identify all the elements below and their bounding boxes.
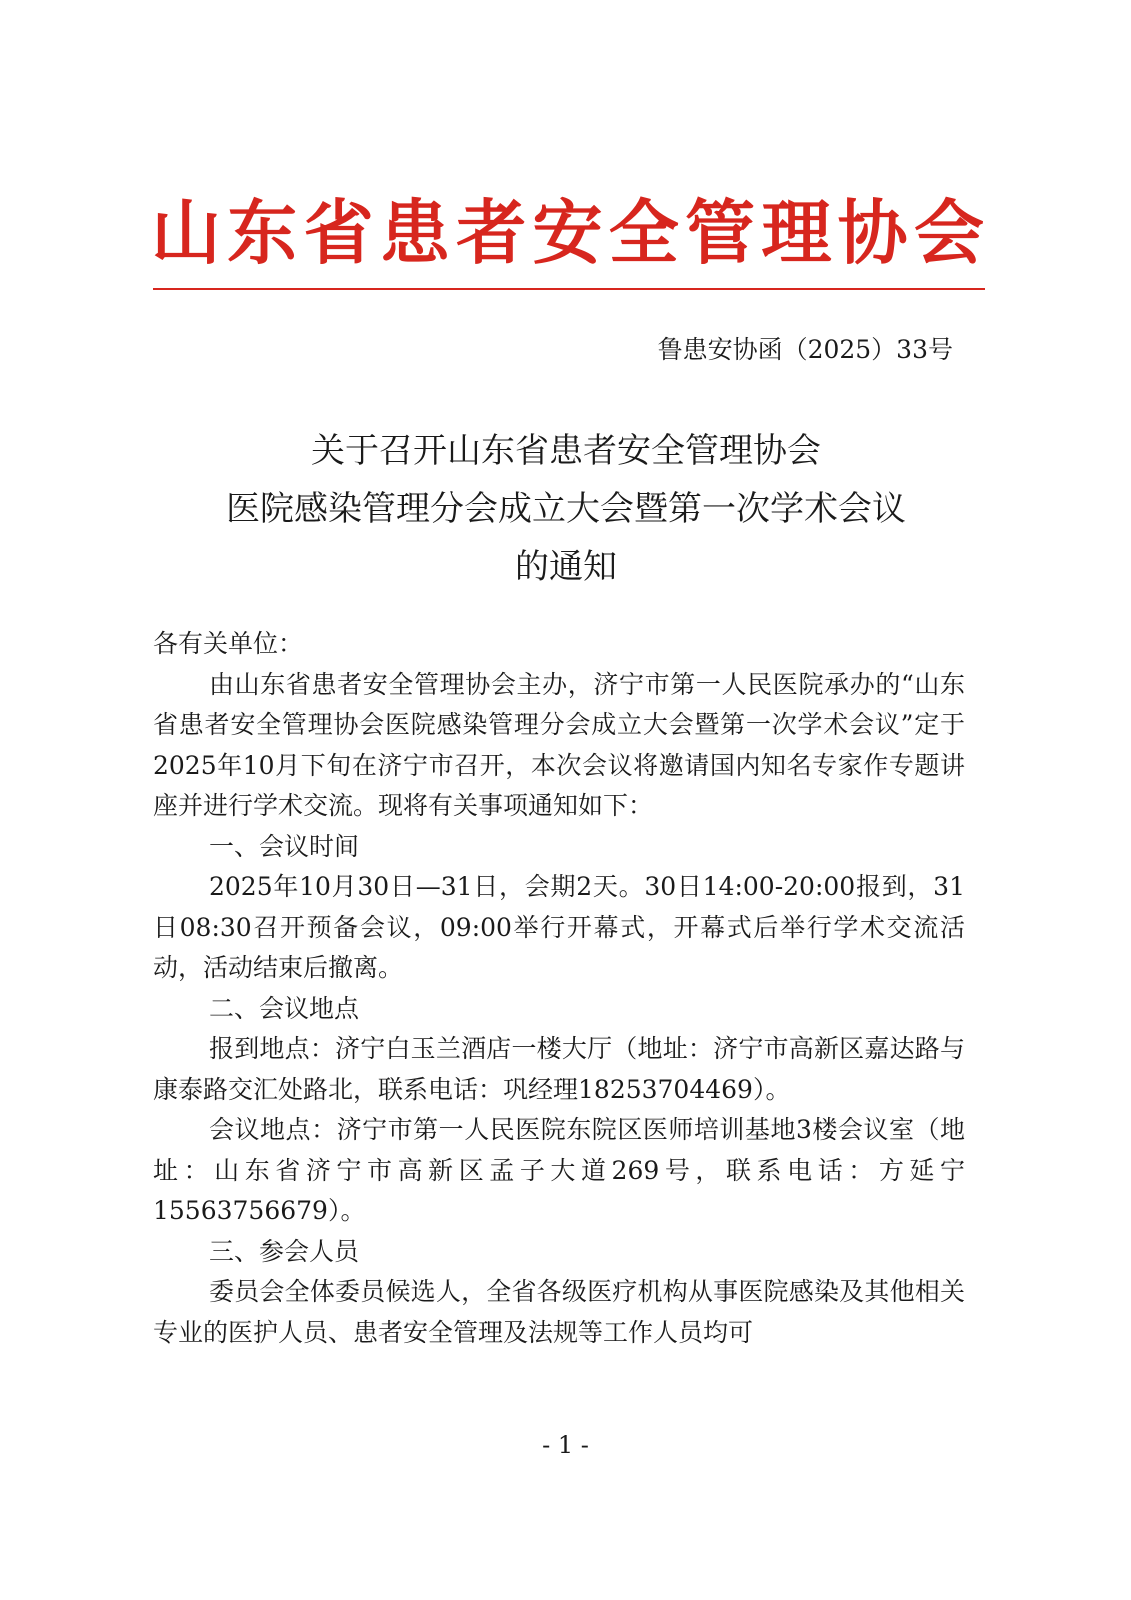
time-paragraph: 2025年10月30日—31日，会期2天。30日14:00-20:00报到，31日08:30召开预备会议，09:00举行开幕式，开幕式后举行学术交流活动，活动结束后撤离。 bbox=[153, 872, 965, 982]
attendees-paragraph: 委员会全体委员候选人，全省各级医疗机构从事医院感染及其他相关专业的医护人员、患者安全管理及法规等工作人员均可 bbox=[153, 1277, 965, 1347]
section-heading-time: 一、会议时间 bbox=[209, 831, 360, 861]
document-number: 鲁患安协函（2025）33号 bbox=[657, 335, 953, 364]
document-body bbox=[153, 624, 965, 1353]
masthead-char: 省 bbox=[303, 192, 374, 274]
masthead-char: 患 bbox=[379, 192, 450, 274]
intro-paragraph: 由山东省患者安全管理协会主办，济宁市第一人民医院承办的“山东省患者安全管理协会医院感染管理分会成立大会暨第一次学术会议”定于2025年10月下旬在济宁市召开，本次会议将邀请国内知名专家作专题讲座并进行学术交流。现将有关事项通知如下： bbox=[153, 669, 965, 820]
masthead-char: 山 bbox=[151, 192, 221, 274]
document-title bbox=[150, 422, 982, 596]
masthead-char: 安 bbox=[532, 192, 603, 274]
masthead-char: 管 bbox=[685, 192, 756, 274]
masthead-char: 东 bbox=[227, 192, 298, 274]
venue-paragraph: 会议地点：济宁市第一人民医院东院区医师培训基地3楼会议室（地址：山东省济宁市高新区孟子大道269号，联系电话：方延宁15563756679）。 bbox=[153, 1115, 965, 1225]
section-heading-attendees: 三、参会人员 bbox=[209, 1236, 360, 1266]
salutation: 各有关单位： bbox=[153, 629, 304, 658]
title-line-1: 关于召开山东省患者安全管理协会 bbox=[311, 431, 821, 471]
title-line-3: 的通知 bbox=[515, 547, 617, 587]
section-heading-location: 二、会议地点 bbox=[209, 993, 360, 1023]
header-divider bbox=[153, 288, 985, 290]
masthead-char: 协 bbox=[837, 192, 908, 274]
masthead-char: 理 bbox=[761, 192, 832, 274]
organization-masthead bbox=[150, 193, 985, 273]
registration-paragraph: 报到地点：济宁白玉兰酒店一楼大厅（地址：济宁市高新区嘉达路与康泰路交汇处路北，联系电话：巩经理18253704469）。 bbox=[153, 1034, 965, 1104]
masthead-char: 会 bbox=[913, 192, 984, 274]
masthead-char: 全 bbox=[608, 192, 679, 274]
title-line-2: 医院感染管理分会成立大会暨第一次学术会议 bbox=[226, 489, 906, 529]
masthead-char: 者 bbox=[456, 192, 527, 274]
page-number: - 1 - bbox=[542, 1431, 589, 1459]
